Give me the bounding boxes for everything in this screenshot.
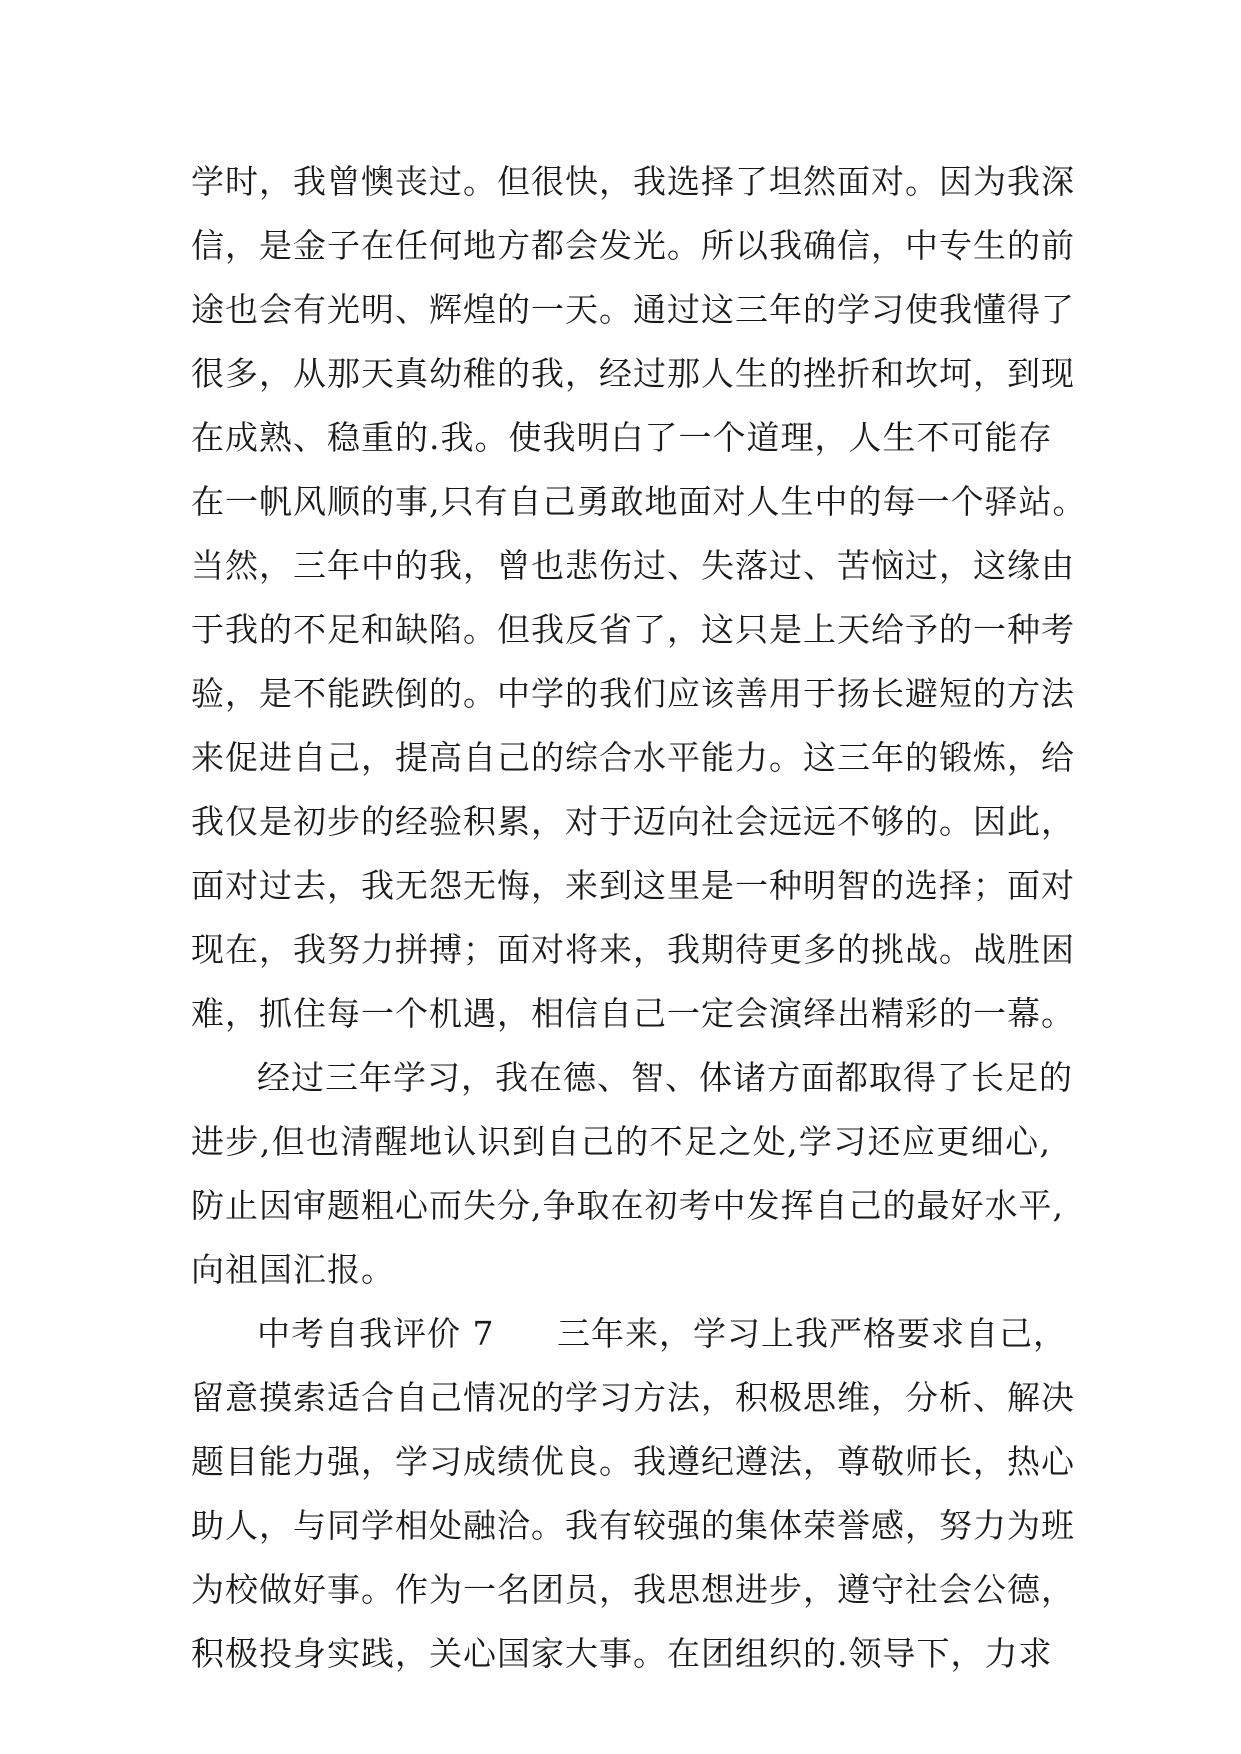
- text-line: 途也会有光明、辉煌的一天。通过这三年的学习使我懂得了: [191, 290, 1075, 329]
- text-line: 现在，我努力拼搏；面对将来，我期待更多的挑战。战胜困: [191, 930, 1075, 969]
- text-line: 助人，与同学相处融洽。我有较强的集体荣誉感，努力为班: [191, 1506, 1075, 1545]
- text-line: 题目能力强，学习成绩优良。我遵纪遵法，尊敬师长，热心: [191, 1442, 1075, 1481]
- text-line: 防止因审题粗心而失分,争取在初考中发挥自己的最好水平,: [191, 1186, 1064, 1225]
- text-line: 向祖国汇报。: [191, 1250, 395, 1289]
- text-line: 验，是不能跌倒的。中学的我们应该善用于扬长避短的方法: [191, 674, 1075, 713]
- section-7: [191, 1302, 1075, 1686]
- text-line: 很多，从那天真幼稚的我，经过那人生的挫折和坎坷，到现: [191, 354, 1075, 393]
- section-first-text: 三年来，学习上我严格要求自己，: [557, 1314, 1067, 1353]
- text-line: 进步,但也清醒地认识到自己的不足之处,学习还应更细心,: [191, 1122, 1051, 1161]
- text-line: 于我的不足和缺陷。但我反省了，这只是上天给予的一种考: [191, 610, 1075, 649]
- text-line: 难，抓住每一个机遇，相信自己一定会演绎出精彩的一幕。: [191, 994, 1075, 1033]
- paragraph-1: [191, 150, 1087, 1046]
- text-line: 积极投身实践，关心国家大事。在团组织的.领导下，力求: [191, 1634, 1053, 1673]
- section-heading: 中考自我评价 7: [257, 1314, 495, 1353]
- text-line: 来促进自己，提高自己的综合水平能力。这三年的锻炼，给: [191, 738, 1075, 777]
- paragraph-2: [191, 1046, 1073, 1302]
- text-line: 学时，我曾懊丧过。但很快，我选择了坦然面对。因为我深: [191, 162, 1075, 201]
- text-line: 在成熟、稳重的.我。使我明白了一个道理，人生不可能存: [191, 418, 1053, 457]
- text-line: 为校做好事。作为一名团员，我思想进步，遵守社会公德，: [191, 1570, 1075, 1609]
- text-line: 经过三年学习，我在德、智、体诸方面都取得了长足的: [257, 1058, 1073, 1097]
- text-line: 信，是金子在任何地方都会发光。所以我确信，中专生的前: [191, 226, 1075, 265]
- document-page: [191, 150, 1087, 1686]
- text-line: 我仅是初步的经验积累，对于迈向社会远远不够的。因此，: [191, 802, 1075, 841]
- text-line: 留意摸索适合自己情况的学习方法，积极思维，分析、解决: [191, 1378, 1075, 1417]
- section-heading-line: [191, 1302, 1067, 1366]
- text-line: 当然，三年中的我，曾也悲伤过、失落过、苦恼过，这缘由: [191, 546, 1075, 585]
- text-line: 在一帆风顺的事,只有自己勇敢地面对人生中的每一个驿站。: [191, 482, 1087, 521]
- text-line: 面对过去，我无怨无悔，来到这里是一种明智的选择；面对: [191, 866, 1075, 905]
